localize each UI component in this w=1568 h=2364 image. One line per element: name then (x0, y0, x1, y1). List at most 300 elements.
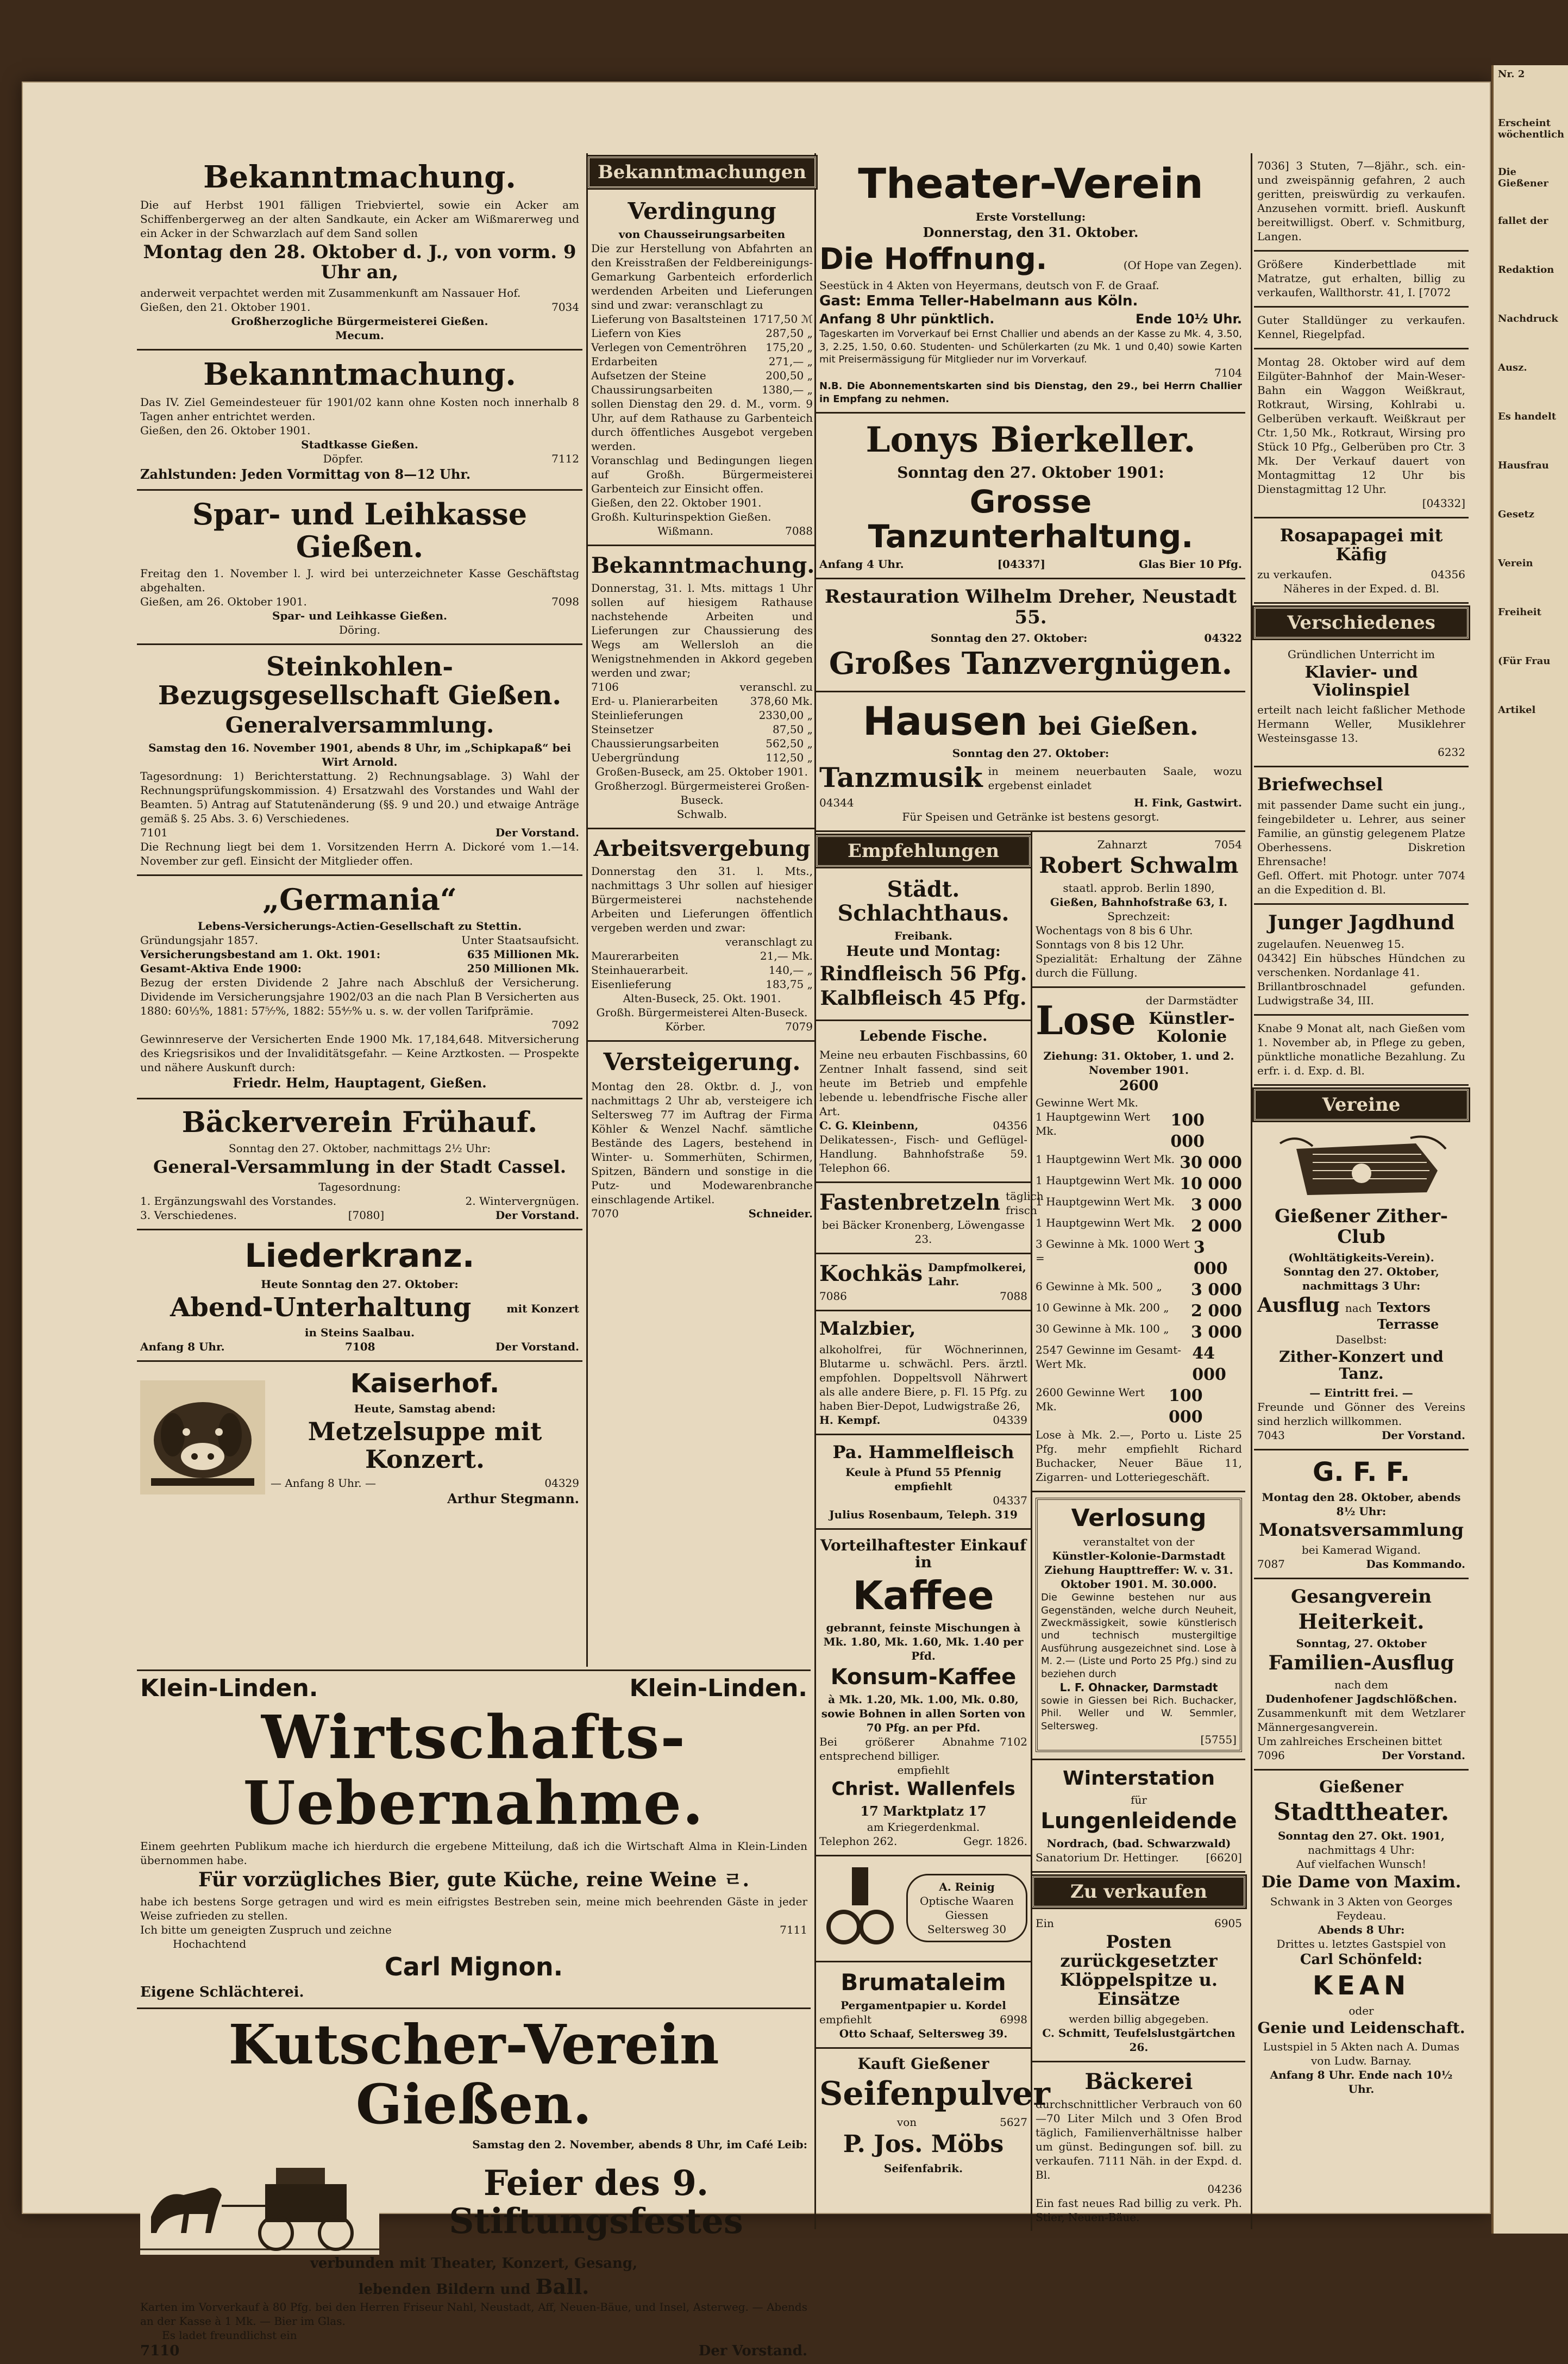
row-label: 1 Hauptgewinn Wert Mk. (1036, 1110, 1150, 1137)
ad-body: Tageskarten im Vorverkauf bei Ernst Challier und abends an der Kasse zu Mk. 4, 3.50, 3, 2.25, 1.50, 0.60. Studenten- und Schülerkarten (zu Mk. 1 und 0,40) sowie Karten mit Preisermässigung für Mitglieder nur im Vorverkauf. (819, 328, 1242, 365)
ad-schlachthaus (816, 870, 1031, 1021)
ad-signature: Das Kommando. (1366, 1557, 1465, 1571)
ad-knabe (1254, 1016, 1469, 1086)
adjacent-page-fragments (1494, 68, 1568, 750)
row-value: 100 000 (1170, 1110, 1205, 1151)
page-fragment: Es handelt (1498, 411, 1557, 422)
ad-body: Giessen (945, 1908, 989, 1922)
row-value: 271,— „ (768, 355, 813, 368)
row-value: 3 000 (1191, 1322, 1242, 1342)
ad-body: Um zahlreiches Erscheinen bittet (1257, 1734, 1442, 1748)
table-row (1036, 1173, 1242, 1194)
ad-subtitle: Ausflug (1257, 1293, 1340, 1317)
ad-signature: Schneider. (748, 1206, 813, 1220)
ad-number: 7108 (344, 1340, 375, 1354)
ad-body: erteilt nach leicht faßlicher Methode Hermann Weller, Musiklehrer Westeinsgasse 13. (1257, 703, 1465, 745)
ad-body: Schwank in 3 Akten von Georges Feydeau. (1270, 1895, 1453, 1923)
row-value: 21,— Mk. (760, 949, 813, 963)
ad-title: A. Reinig (939, 1880, 995, 1893)
table-row (1036, 1279, 1242, 1300)
ad-begin: Anfang 4 Uhr. (819, 558, 904, 571)
ad-body: Donnerstag den 31. l. Mts., nachmittags 3 Uhr sollen auf hiesiger Bürgermeisterei nachstehende Arbeiten und Lieferungen öffentlich vergeben werden und zwar: (591, 865, 813, 935)
table-row (591, 751, 813, 765)
ad-subtitle: Pergamentpapier u. Kordel (841, 1998, 1006, 2012)
agenda-item: 2. Wintervergnügen. (465, 1194, 579, 1208)
ad-end: Ende 10½ Uhr. (1136, 311, 1242, 327)
ad-agenda: Tagesordnung: (318, 1180, 401, 1194)
ad-number: 6998 (1000, 2012, 1027, 2026)
ad-address: 17 Marktplatz 17 (860, 1803, 987, 1819)
row-label: 1 Hauptgewinn Wert Mk. (1036, 1216, 1175, 1229)
ad-title: Bäckerei (1084, 2069, 1193, 2095)
agenda-item: 1. Ergänzungswahl des Vorstandes. (140, 1194, 337, 1208)
ad-begin: Anfang 8 Uhr. (140, 1340, 225, 1354)
ad-signature: Döring. (338, 623, 381, 636)
ad-body: Bezug der ersten Dividende 2 Jahre nach Abschluß der Versicherung. Dividende im Versicherungsjahre 1902/03 an die nach Plan B Versicherten aus 1880: 60⅓%, 1881: 57⁵⁄₇%, 1882: 55⁴⁄₇% u. s. w. der vollen Tarifprämie. (140, 975, 579, 1017)
ad-body: anderweit verpachtet werden mit Zusammenkunft am Nassauer Hof. (140, 286, 521, 300)
ad-signature: L. F. Ohnacker, Darmstadt (1059, 1680, 1218, 1694)
row-value: 1380,— „ (762, 383, 813, 397)
ad-when: Sonntag den 27. Oktober: (952, 747, 1109, 760)
ad-germania (137, 876, 582, 1100)
ad-label: empfiehlt (897, 1763, 950, 1777)
ad-title: Hausen (863, 698, 1028, 744)
row-label: Maurerarbeiten (591, 949, 679, 963)
ad-number: 7034 (551, 301, 579, 314)
table-row (591, 963, 813, 977)
ad-signature: Der Vorstand. (495, 825, 579, 839)
ad-subtitle: Familien-Ausflug (1268, 1652, 1454, 1675)
ad-signature: Der Vorstand. (495, 1340, 579, 1354)
ad-hausen (816, 692, 1245, 832)
row-label: Chaussirungsarbeiten (591, 383, 713, 397)
row-label: 2547 Gewinne im Gesamt-Wert Mk. (1036, 1343, 1182, 1371)
ad-value: 250 Millionen Mk. (467, 961, 579, 975)
ad-body: verbunden mit Theater, Konzert, Gesang, (310, 2255, 638, 2272)
table-row (1036, 1385, 1242, 1428)
ad-title: Kauft Gießener (857, 2054, 989, 2073)
ad-body: habe ich bestens Sorge getragen und wird es mein eifrigstes Bestreben sein, meine mich beehrenden Gäste in jeder Weise zufrieden zu stellen. (140, 1894, 807, 1922)
ad-body: Zusammenkunft mit dem Wetzlarer Männergesangverein. (1257, 1706, 1465, 1734)
ad-side: täglich frisch (1006, 1189, 1044, 1217)
ad-when: Ziehung: 31. Oktober, 1. und 2. November 1901. (1043, 1049, 1234, 1077)
ad-place: Gießen, den 21. Oktober 1901. (140, 301, 311, 314)
ad-number: 7104 (1214, 366, 1242, 380)
page-fragment: Die Gießener (1498, 166, 1548, 189)
ad-title: Lonys Bierkeller. (865, 420, 1196, 461)
page-fragment: Freiheit (1498, 606, 1541, 618)
ad-body: Meine neu erbauten Fischbassins, 60 Zentner Inhalt fassend, sind seit heute im Betrieb und empfehle lebende u. lebendfrische Fische aller Art. (819, 1048, 1027, 1118)
ad-label: Daselbst: (1335, 1333, 1387, 1347)
ad-signature: H. Kempf. (819, 1414, 881, 1427)
ad-line: Versicherungsbestand am 1. Okt. 1901: (140, 947, 381, 961)
ad-title: Heiterkeit. (1298, 1609, 1425, 1634)
ad-body: lebenden Bildern und (358, 2281, 531, 2298)
ad-number: 7111 (780, 1923, 807, 1936)
ad-title: Posten zurückgesetzter Klöppelspitze u. Einsätze (1060, 1931, 1218, 2010)
ad-price: Kalbfleisch 45 Pfg. (820, 987, 1027, 1010)
ad-when: Heute und Montag: (846, 943, 1001, 960)
page-fragment: Gesetz (1498, 509, 1534, 520)
ad-title: Bekanntmachung. (591, 553, 815, 579)
ad-kloeppelspitze (1032, 1911, 1245, 2063)
ad-guest: Carl Schönfeld: (1300, 1952, 1423, 1968)
ad-body: mit passender Dame sucht ein jung., feingebildeter u. Lehrer, aus seiner Familie, an günstig gelegenem Platze Oberhessens. Diskretion Ehrensache! (1257, 798, 1465, 868)
ad-subtitle: Erste Vorstellung: (975, 210, 1086, 223)
ad-theater-verein (816, 153, 1245, 414)
ad-signature: Spar- und Leihkasse Gießen. (272, 609, 447, 622)
table-row (1036, 1300, 1242, 1322)
ad-body: Sonntags von 8 bis 12 Uhr. (1036, 938, 1184, 952)
row-value: 44 000 (1192, 1343, 1226, 1384)
ad-label: von (896, 2116, 917, 2129)
table-row (591, 354, 813, 368)
ad-title: Verlosung (1071, 1504, 1207, 1532)
ad-body: à Mk. 1.20, Mk. 1.00, Mk. 0.80, sowie Bohnen in allen Sorten von 70 Pfg. an per Pfd. (821, 1692, 1026, 1734)
page-fragment: Ausz. (1498, 362, 1527, 373)
column-2 (588, 153, 816, 1227)
ad-signature: Großherzogliche Bürgermeisterei Gießen. (231, 315, 488, 328)
ad-date: Montag den 28. Oktober d. J., von vorm. 9 Uhr an, (143, 241, 576, 283)
ad-title: Kutscher-Verein Gießen. (228, 2012, 719, 2136)
ad-label: nach (1345, 1301, 1372, 1315)
col3-right (1032, 832, 1245, 2231)
ad-body: Drittes u. letztes Gastspiel von (1276, 1937, 1446, 1951)
ad-body: zu verkaufen. (1257, 568, 1332, 581)
page-fragment: Redaktion (1498, 264, 1554, 276)
row-label: Eisenlieferung (591, 978, 672, 991)
ad-body: Ich bitte um geneigten Zuspruch und zeichne (140, 1923, 392, 1936)
ad-body: Seestück in 4 Akten von Heyermans, deutsch von F. de Graaf. (819, 279, 1159, 292)
row-label: 30 Gewinne à Mk. 100 „ (1036, 1322, 1169, 1335)
ad-rosapapagei (1254, 518, 1469, 604)
section-header: Zu verkaufen (1032, 1876, 1245, 1908)
table-row (1036, 1216, 1242, 1237)
ad-number: 7096 (1257, 1748, 1285, 1762)
ad-number: 7102 (1000, 1735, 1027, 1748)
play-title: KEAN (1312, 1970, 1410, 2001)
ad-place: Nordrach, (bad. Schwarzwald) (1046, 1836, 1231, 1850)
ad-malzbier (816, 1311, 1031, 1435)
ad-number: 04236 (1207, 2182, 1242, 2196)
ad-label: für (1131, 1793, 1147, 1806)
table-row (591, 368, 813, 383)
row-value: 1717,50 ℳ (752, 312, 813, 326)
optics-illustration (819, 1862, 901, 1954)
ad-body: Optische Waaren (919, 1894, 1014, 1908)
ad-kutscher-verein (137, 2009, 811, 2364)
ad-number: 7112 (551, 452, 579, 465)
page-fragment: (Für Frau (1498, 655, 1551, 667)
ad-stallduenger (1254, 308, 1469, 349)
cost-table (591, 694, 813, 765)
ad-signature: Julius Rosenbaum, Teleph. 319 (829, 1508, 1018, 1522)
table-row (1036, 1110, 1242, 1152)
ad-title: Bekanntmachung. (203, 357, 516, 393)
ad-title: Liederkranz. (244, 1237, 475, 1275)
row-value: 100 000 (1168, 1386, 1203, 1427)
row-value: 30 000 (1180, 1153, 1242, 1172)
ad-title: G. F. F. (1313, 1456, 1410, 1487)
ad-signature: Mecum. (335, 329, 384, 342)
ad-body: bei Kamerad Wigand. (1301, 1543, 1421, 1556)
row-label: Erdarbeiten (591, 355, 658, 368)
ad-signature: Arthur Stegmann. (447, 1491, 579, 1507)
ad-body: Brillantbroschnadel gefunden. Ludwigstraße 34, III. (1257, 980, 1465, 1008)
ad-number: [6620] (1206, 1850, 1242, 1864)
ad-number: 04337 (993, 1494, 1027, 1508)
ad-location: Klein-Linden. (629, 1674, 807, 1702)
ad-body: Freunde und Gönner des Vereins sind herzlich willkommen. (1257, 1400, 1465, 1428)
ad-kraut (1254, 349, 1469, 518)
row-value: 2 000 (1191, 1301, 1242, 1321)
page-fragment: Hausfrau (1498, 460, 1549, 471)
ad-liederkranz (137, 1230, 582, 1362)
ad-number: 04329 (544, 1477, 579, 1490)
ad-subtitle: Tanzmusik (819, 761, 983, 794)
agenda-item: 3. Verschiedenes. (140, 1209, 237, 1222)
ad-number: 04339 (993, 1414, 1027, 1427)
ad-when: Sonntag den 27. Oktober: (930, 631, 1088, 645)
row-value: 87,50 „ (773, 723, 813, 736)
ad-body: alkoholfrei, für Wöchnerinnen, Blutarme u. schwächl. Pers. ärztl. empfohlen. Doppeltsvoll Nährwert als alle andere Biere, p. Fl. 15 Pfg. zu haben Bier-Depot, Ludwigstraße 26, (819, 1343, 1027, 1413)
ad-when: Montag den 28. Oktober, abends 8½ Uhr: (1262, 1490, 1461, 1518)
ad-number: 7087 (1257, 1557, 1285, 1571)
ad-title: Gesangverein (1291, 1585, 1432, 1608)
ad-founded: Gründungsjahr 1857. (140, 933, 259, 947)
ad-closing: Es ladet freundlichst ein (162, 2329, 297, 2342)
ad-seifenpulver (816, 2049, 1050, 2182)
ad-lebende-fische (816, 1021, 1031, 1183)
ad-body: Die Gewinne bestehen nur aus Gegenständen, welche durch Neuheit, Zweckmässigkeit, sowie künstlerisch und technisch mustergiltige Ausführung ausgezeichnet sind. Lose à M. 2.— (Liste und Porto 25 Pfg.) sind zu beziehen durch (1041, 1592, 1237, 1680)
ad-signature: Der Vorstand. (698, 2343, 807, 2360)
table-row (1036, 1343, 1242, 1385)
ad-body: Montag den 28. Oktbr. d. J., von nachmittags 2 Uhr ab, versteigere ich Seltersweg 77 im Auftrag der Firma Köhler & Wenzel Nachf. sämtliche Bestände des Lagers, bestehend in Winter- u. Sommerhüten, Schirmen, Spitzen, Bändern und sonstige in die Putz- und Modewarenbranche einschlagende Artikel. (591, 1079, 813, 1206)
ad-reinig-optik (816, 1856, 1031, 1962)
ad-title: Künstler-Kolonie (1149, 1009, 1235, 1047)
row-value: 2 000 (1191, 1216, 1242, 1236)
ad-body: 7036] 3 Stuten, 7—8jähr., sch. ein- und zweispännig gefahren, 2 auch geritten, preiswürdig zu verkaufen. Anzusehen vormitt. briefl. Auskunft bereitwilligst. Oberf. v. Schmitburg, Langen. (1257, 159, 1465, 243)
ad-kaffee (816, 1530, 1031, 1856)
ad-body: veranstaltet von der (1083, 1535, 1195, 1549)
ad-place: Alten-Buseck, 25. Okt. 1901. (623, 992, 781, 1005)
ad-subtitle: Metzelsuppe mit Konzert. (308, 1417, 542, 1474)
ad-signature: P. Jos. Möbs (843, 2130, 1004, 2159)
table-row (591, 736, 813, 751)
ad-note: Die Rechnung liegt bei dem 1. Vorsitzenden Herrn A. Dickoré vom 1.—14. November zur gefl. Einsicht der Mitglieder offen. (140, 840, 579, 867)
ad-signature: Großh. Bürgermeisterei Alten-Buseck. (596, 1006, 808, 1020)
ad-label: der Darmstädter (1145, 994, 1238, 1008)
ad-body: sowie in Giessen bei Rich. Buchacker, Phil. Weller und W. Semmler, Seltersweg. (1041, 1694, 1237, 1732)
ad-number: [04332] (1422, 497, 1465, 510)
table-row (591, 722, 813, 736)
ad-signature: Körber. (665, 1020, 706, 1034)
table-row (591, 340, 813, 354)
row-label: 3 Gewinne à Mk. 1000 Wert = (1036, 1237, 1190, 1265)
ad-highlight: Ball. (535, 2274, 589, 2299)
ad-title: Briefwechsel (1257, 774, 1383, 795)
ad-title: Konsum-Kaffee (830, 1664, 1017, 1690)
ad-body: Lustspiel in 5 Akten nach A. Dumas von Ludw. Barnay. (1263, 2040, 1460, 2068)
ad-body: Gefl. Offert. mit Photogr. unter 7074 an die Expedition d. Bl. (1257, 868, 1465, 896)
adjacent-page-edge (1491, 65, 1568, 2234)
table-row (591, 383, 813, 397)
ad-title: Kaiserhof. (350, 1368, 500, 1399)
ad-body: gebrannt, feinste Mischungen à Mk. 1.80, Mk. 1.60, Mk. 1.40 per Pfd. (823, 1621, 1024, 1662)
row-value: 140,— „ (768, 964, 813, 977)
ad-versteigerung (588, 1042, 816, 1227)
row-label: Aufsetzen der Steine (591, 369, 706, 383)
ad-briefwechsel (1254, 767, 1469, 904)
section-header: Empfehlungen (816, 835, 1031, 867)
ad-body: Bei größerer Abnahme entsprechend billiger. (819, 1735, 995, 1762)
cost-table (591, 949, 813, 991)
ad-number: 7088 (785, 524, 813, 538)
ad-brumataleim (816, 1962, 1031, 2049)
page-number: 7110 (140, 2343, 180, 2360)
ad-event: Zither-Konzert und Tanz. (1279, 1348, 1444, 1383)
ad-title: Wirtschafts-Uebernahme. (243, 1702, 705, 1838)
ad-kochkaes (816, 1254, 1031, 1311)
row-value: 3 000 (1193, 1237, 1228, 1278)
ad-title: Städt. Schlachthaus. (837, 877, 1009, 927)
ad-signature: C. G. Kleinbenn, (819, 1118, 919, 1132)
table-row (591, 977, 813, 991)
ad-number: 7070 (591, 1206, 619, 1220)
ad-label: nach dem (1334, 1678, 1388, 1691)
ad-count: 2600 (1119, 1078, 1159, 1095)
ad-location: Klein-Linden. (140, 1674, 318, 1702)
ad-when: Sonntag den 27. Oktober, nachmittags 3 Uhr: (1283, 1265, 1439, 1292)
ad-title: Klavier- und Violinspiel (1304, 663, 1418, 701)
ad-body: Die auf Herbst 1901 fälligen Triebviertel, sowie ein Acker am Schiffenbergerweg an der alten Sandkaute, ein Acker am Wißmarerweg und ein Acker in der Schwarzlach auf dem Sand sollen (140, 198, 579, 240)
ad-title: Spar- und Leihkasse Gießen. (192, 497, 528, 564)
ad-signature: Stadtkasse Gießen. (301, 437, 418, 451)
row-label: Steinlieferungen (591, 709, 683, 722)
table-row (591, 326, 813, 340)
ad-subtitle: Seifenfabrik. (883, 2161, 963, 2175)
ad-subtitle: General-Versammlung in der Stadt Cassel. (153, 1156, 566, 1178)
col3-lower (816, 832, 1245, 2231)
row-value: 10 000 (1180, 1174, 1242, 1193)
ad-label: Zahnarzt (1097, 838, 1147, 852)
ad-title: Stadttheater. (1273, 1798, 1450, 1826)
bottom-block (137, 1669, 811, 2364)
ad-klein-linden (137, 1669, 811, 2009)
ad-zither-club (1254, 1124, 1469, 1450)
ad-address: Seltersweg 30 (927, 1922, 1007, 1936)
ad-body: Größere Kinderbettlade mit Matratze, gut erhalten, billig zu verkaufen, Wallthorstr. 41, I. [7072 (1257, 258, 1465, 299)
ad-address: Gießen, Bahnhofstraße 63, I. (1050, 896, 1228, 909)
ad-footer: Näheres in der Exped. d. Bl. (1283, 582, 1440, 596)
table-row (1036, 1237, 1242, 1279)
ad-body: Delikatessen-, Fisch- und Geflügel-Handlung. Bahnhofstraße 59. Telephon 66. (819, 1133, 1027, 1174)
cost-table (591, 312, 813, 397)
ad-body: in meinem neuerbauten Saale, wozu ergebenst einladet (988, 764, 1242, 792)
ad-address: am Kriegerdenkmal. (867, 1820, 980, 1834)
ad-subtitle: Feier des 9. Stiftungsfestes (449, 2162, 743, 2242)
ad-body: Sanatorium Dr. Hettinger. (1036, 1850, 1179, 1864)
ad-subtitle: Generalversammlung. (225, 712, 494, 738)
ad-founded: Gegr. 1826. (963, 1834, 1027, 1848)
ad-note: — Eintritt frei. — (1309, 1386, 1413, 1399)
ad-body: Ein fast neues Rad billig zu verk. Ph. Stier, Neuen-Bäue. (1036, 2197, 1242, 2224)
ad-phone: Telephon 262. (819, 1834, 898, 1848)
ad-when: Samstag den 16. November 1901, abends 8 Uhr, im „Schipkapaß“ bei Wirt Arnold. (148, 741, 571, 768)
ad-number: 7098 (551, 595, 579, 608)
ad-subtitle: von Chausseirungsarbeiten (618, 228, 786, 241)
column-3 (816, 153, 1245, 2231)
ad-winterstation (1032, 1760, 1245, 1873)
row-label: Steinhauerarbeit. (591, 964, 688, 977)
ad-place: Gießen, den 22. Oktober 1901. (591, 496, 762, 510)
play-title-original: (Of Hope van Zegen). (1123, 258, 1242, 272)
ad-footer: Eigene Schlächterei. (140, 1984, 304, 2001)
ad-kinderbettlade (1254, 252, 1469, 308)
ad-state: Unter Staatsaufsicht. (461, 933, 579, 947)
ad-subtitle: Künstler-Kolonie-Darmstadt (1052, 1549, 1226, 1563)
ad-when: Heute, Samstag abend: (354, 1402, 496, 1416)
page-fragment: Nachdruck (1498, 313, 1558, 324)
ad-when: Sonntag, 27. Oktober (1296, 1637, 1427, 1650)
ad-gff (1254, 1450, 1469, 1579)
ad-when: Samstag den 2. November, abends 8 Uhr, im Café Leib: (472, 2137, 807, 2151)
ad-hammelfleisch (816, 1435, 1031, 1530)
ad-signature: bei Bäcker Kronenberg, Löwengasse 23. (821, 1218, 1025, 1246)
ad-signature: Carl Mignon. (384, 1952, 563, 1981)
table-row (591, 694, 813, 708)
ad-verdingung (588, 191, 816, 546)
ad-when: nachmittags 4 Uhr: (1308, 1843, 1415, 1857)
row-value: 2330,00 „ (758, 709, 813, 722)
ad-price: Rindfleisch 56 Pfg. (819, 962, 1027, 985)
ad-number: 7106 (591, 680, 619, 694)
ad-label: empfiehlt (819, 2012, 872, 2026)
ad-label: veranschl. zu (739, 680, 813, 694)
ad-title: Kochkäs (819, 1260, 923, 1286)
page-fragment: Nr. 2 (1498, 68, 1525, 80)
table-row (591, 312, 813, 326)
section-header: Bekanntmachungen (588, 157, 816, 188)
ad-number: [7080] (348, 1209, 385, 1222)
ad-stadttheater (1254, 1771, 1469, 2103)
ad-number: 7086 (819, 1289, 847, 1303)
page-fragment: Artikel (1498, 704, 1536, 716)
row-label: Chaussierungsarbeiten (591, 737, 719, 751)
ad-title: Junger Jagdhund (1268, 911, 1455, 934)
ad-headline: Lose (1036, 997, 1136, 1044)
ad-steinkohlen (137, 645, 582, 876)
ad-place: Dudenhofener Jagdschlößchen. (1265, 1692, 1457, 1705)
ad-title: Malzbier, (819, 1317, 916, 1340)
ad-subtitle: Monatsversammlung (1259, 1519, 1464, 1540)
row-value: 183,75 „ (766, 978, 813, 991)
col3-left (816, 832, 1050, 2231)
ad-title: Gießener Zither-Club (1275, 1205, 1448, 1248)
ad-line: Gesamt-Aktiva Ende 1900: (140, 961, 302, 975)
row-value: 3 000 (1191, 1280, 1242, 1299)
table-row (591, 949, 813, 963)
ad-body: Spezialität: Erhaltung der Zähne durch die Füllung. (1036, 952, 1242, 980)
ad-number: 7054 (1214, 838, 1242, 852)
row-label: Lieferung von Basaltsteinen (591, 312, 747, 326)
ad-body: werden billig abgegeben. (1069, 2012, 1209, 2026)
ad-kaiserhof (137, 1362, 582, 1514)
row-label: 1 Hauptgewinn Wert Mk. (1036, 1173, 1175, 1187)
ad-fastenbretzeln (816, 1183, 1044, 1254)
ad-body: Lose à Mk. 2.—, Porto u. Liste 25 Pfg. mehr empfiehlt Richard Buchacker, Neuer Bäue 11, Zigarren- und Lotteriegeschäft. (1036, 1428, 1242, 1484)
ad-body: zugelaufen. Neuenweg 15. (1257, 937, 1404, 951)
